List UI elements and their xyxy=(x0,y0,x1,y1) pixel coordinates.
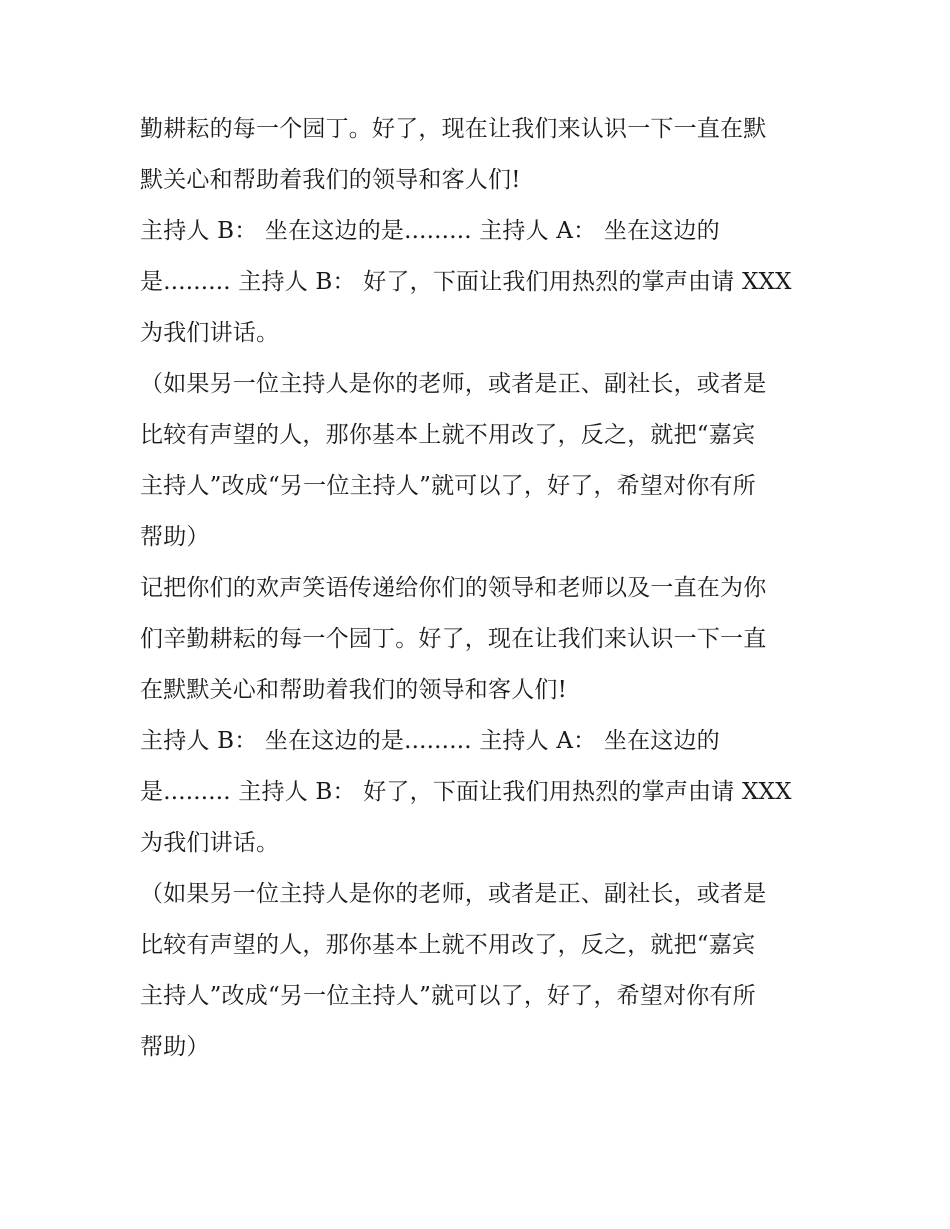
text-line: 们辛勤耕耘的每一个园丁。好了，现在让我们来认识一下一直 xyxy=(140,626,767,652)
text-line: 主持人”改成“另一位主持人”就可以了，好了，希望对你有所 xyxy=(140,983,756,1009)
text-line: 在默默关心和帮助着我们的领导和客人们! xyxy=(140,677,568,703)
text-line: 比较有声望的人，那你基本上就不用改了，反之，就把“嘉宾 xyxy=(140,932,756,958)
text-line: 比较有声望的人，那你基本上就不用改了，反之，就把“嘉宾 xyxy=(140,422,756,448)
text-line: （如果另一位主持人是你的老师，或者是正、副社长，或者是 xyxy=(140,371,767,397)
text-line: 勤耕耘的每一个园丁。好了，现在让我们来认识一下一直在默 xyxy=(140,116,767,142)
text-line: 主持人 B： 坐在这边的是......... 主持人 A： 坐在这边的 xyxy=(140,728,720,754)
text-line: 帮助） xyxy=(140,524,210,550)
text-line: 主持人”改成“另一位主持人”就可以了，好了，希望对你有所 xyxy=(140,473,756,499)
text-line: 记把你们的欢声笑语传递给你们的领导和老师以及一直在为你 xyxy=(140,575,767,601)
text-line: 默关心和帮助着我们的领导和客人们! xyxy=(140,167,521,193)
text-line: 是......... 主持人 B： 好了，下面让我们用热烈的掌声由请 XXX xyxy=(140,779,792,805)
text-line: 为我们讲话。 xyxy=(140,830,280,856)
text-line: （如果另一位主持人是你的老师，或者是正、副社长，或者是 xyxy=(140,881,767,907)
text-line: 是......... 主持人 B： 好了，下面让我们用热烈的掌声由请 XXX xyxy=(140,269,792,295)
text-line: 帮助） xyxy=(140,1034,210,1060)
text-line: 为我们讲话。 xyxy=(140,320,280,346)
document-body xyxy=(140,104,820,1073)
text-line: 主持人 B： 坐在这边的是......... 主持人 A： 坐在这边的 xyxy=(140,218,720,244)
